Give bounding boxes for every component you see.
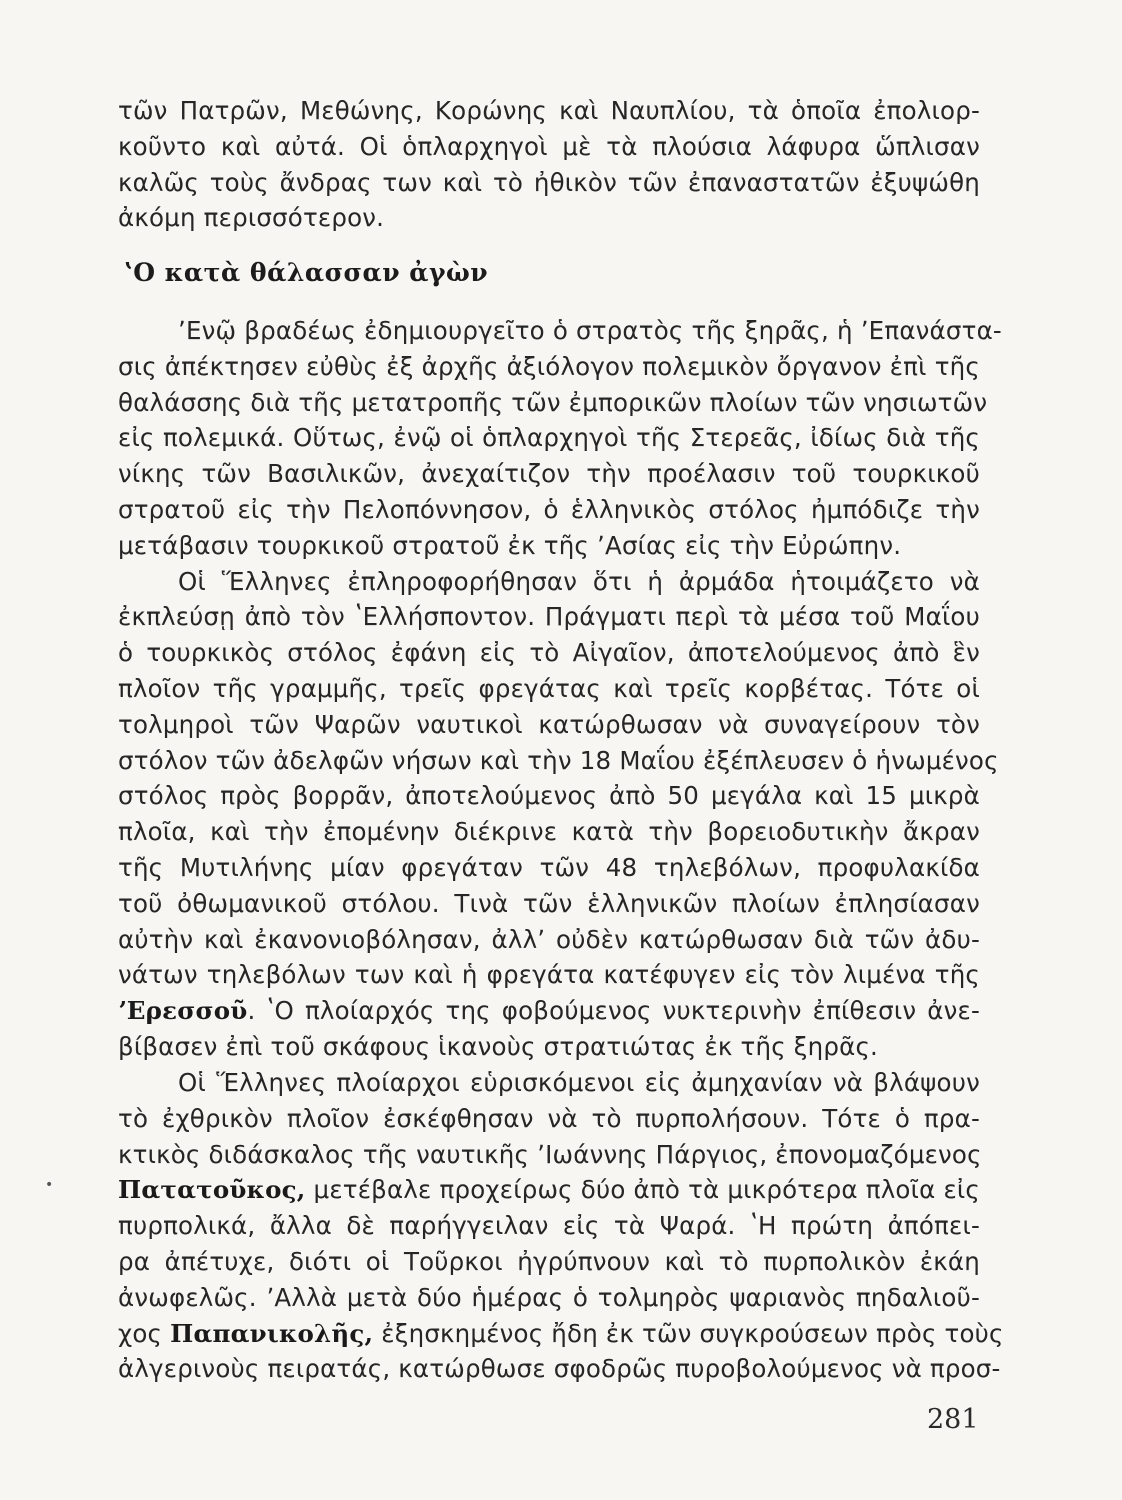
text-fragment: . ʽΟ πλοίαρχός της φοβούμενος νυκτερινὴν ἐπίθεσιν ἀνε- bbox=[247, 996, 980, 1026]
person-name-patatoukos: Πατατοῦκος, bbox=[118, 1175, 306, 1205]
text-line: ʼΕνῷ βραδέως ἐδημιουργεῖτο ὁ στρατὸς τῆς ξηρᾶς, ἡ ʼΕπανάστα- bbox=[178, 316, 1002, 345]
text-line: Οἱ Ἕλληνες ἐπληροφορήθησαν ὅτι ἡ ἀρμάδα ἡτοιμάζετο νὰ bbox=[178, 566, 980, 596]
place-name-eressos: ʼΕρεσσοῦ bbox=[118, 996, 248, 1026]
text-line: στρατοῦ εἰς τὴν Πελοπόννησον, ὁ ἑλληνικὸς στόλος ἠμπόδιζε τὴν bbox=[118, 494, 980, 524]
section-heading: ʽΟ κατὰ θάλασσαν ἀγὼν bbox=[124, 258, 489, 287]
text-fragment: ἐξησκημένος ἤδη ἐκ τῶν συγκρούσεων πρὸς τοὺς bbox=[373, 1318, 1004, 1348]
person-name-papanikolis: Παπανικολῆς, bbox=[170, 1318, 374, 1348]
text-line: στόλον τῶν ἀδελφῶν νήσων καὶ τὴν 18 Μαΐου ἐξέπλευσεν ὁ ἡνωμένος bbox=[118, 745, 999, 775]
text-line: αὐτὴν καὶ ἐκανονιοβόλησαν, ἀλλʼ οὐδὲν κατώρθωσαν διὰ τῶν ἀδυ- bbox=[118, 924, 980, 954]
text-line bbox=[118, 993, 980, 1029]
text-line: ὁ τουρκικὸς στόλος ἐφάνη εἰς τὸ Αἰγαῖον, ἀποτελούμενος ἀπὸ ἓν bbox=[118, 638, 980, 668]
text-line: κοῦντο καὶ αὐτά. Οἱ ὁπλαρχηγοὶ μὲ τὰ πλούσια λάφυρα ὥπλισαν bbox=[118, 131, 980, 161]
text-line: νάτων τηλεβόλων των καὶ ἡ φρεγάτα κατέφυγεν εἰς τὸν λιμένα τῆς bbox=[118, 960, 980, 990]
text-line: μετάβασιν τουρκικοῦ στρατοῦ ἐκ τῆς ʼΑσίας εἰς τὴν Εὐρώπην. bbox=[118, 530, 902, 560]
text-line: στόλος πρὸς βορρᾶν, ἀποτελούμενος ἀπὸ 50 μεγάλα καὶ 15 μικρὰ bbox=[118, 781, 980, 811]
text-line: βίβασεν ἐπὶ τοῦ σκάφους ἱκανοὺς στρατιώτας ἐκ τῆς ξηρᾶς. bbox=[118, 1031, 879, 1061]
margin-dot: • bbox=[45, 1177, 54, 1193]
text-line: ἐκπλεύσῃ ἀπὸ τὸν ʽΕλλήσποντον. Πράγματι περὶ τὰ μέσα τοῦ Μαΐου bbox=[118, 602, 980, 632]
text-line: πλοῖον τῆς γραμμῆς, τρεῖς φρεγάτας καὶ τρεῖς κορβέτας. Τότε οἱ bbox=[118, 673, 980, 703]
intro-paragraph bbox=[118, 93, 980, 236]
paragraph-1 bbox=[118, 313, 1002, 564]
text-line: τοῦ ὀθωμανικοῦ στόλου. Τινὰ τῶν ἑλληνικῶν πλοίων ἐπλησίασαν bbox=[118, 888, 980, 918]
text-line: καλῶς τοὺς ἄνδρας των καὶ τὸ ἠθικὸν τῶν ἐπαναστατῶν ἐξυψώθη bbox=[118, 167, 980, 197]
text-line: Οἱ Ἕλληνες πλοίαρχοι εὑρισκόμενοι εἰς ἀμηχανίαν νὰ βλάψουν bbox=[178, 1068, 980, 1097]
text-line: πυρπολικά, ἄλλα δὲ παρήγγειλαν εἰς τὰ Ψαρά. ʽΗ πρώτη ἀπόπει- bbox=[118, 1211, 980, 1241]
text-line: ἀκόμη περισσότερον. bbox=[118, 203, 385, 233]
text-line: ἀλγερινοὺς πειρατάς, κατώρθωσε σφοδρῶς πυροβολούμενος νὰ προσ- bbox=[118, 1354, 1001, 1384]
text-line: εἰς πολεμικά. Οὕτως, ἐνῷ οἱ ὁπλαρχηγοὶ τῆς Στερεᾶς, ἰδίως διὰ τῆς bbox=[118, 423, 980, 453]
text-line: τὸ ἐχθρικὸν πλοῖον ἐσκέφθησαν νὰ τὸ πυρπολήσουν. Τότε ὁ πρα- bbox=[118, 1103, 980, 1133]
text-line: τολμηροὶ τῶν Ψαρῶν ναυτικοὶ κατώρθωσαν νὰ συναγείρουν τὸν bbox=[118, 709, 980, 739]
text-line: κτικὸς διδάσκαλος τῆς ναυτικῆς ʼΙωάννης Πάργιος, ἐπονομαζόμενος bbox=[118, 1139, 982, 1169]
text-line: τῆς Μυτιλήνης μίαν φρεγάταν τῶν 48 τηλεβόλων, προφυλακίδα bbox=[118, 852, 980, 882]
text-line bbox=[118, 1316, 1004, 1352]
page-number: 281 bbox=[927, 1404, 979, 1435]
text-line: θαλάσσης διὰ τῆς μετατροπῆς τῶν ἐμπορικῶν πλοίων τῶν νησιωτῶν bbox=[118, 387, 988, 417]
text-line: σις ἀπέκτησεν εὐθὺς ἐξ ἀρχῆς ἀξιόλογον πολεμικὸν ὄργανον ἐπὶ τῆς bbox=[118, 351, 980, 381]
text-fragment: μετέβαλε προχείρως δύο ἀπὸ τὰ μικρότερα πλοῖα εἰς bbox=[305, 1175, 980, 1205]
text-line: τῶν Πατρῶν, Μεθώνης, Κορώνης καὶ Ναυπλίου, τὰ ὁποῖα ἐπολιορ- bbox=[118, 96, 980, 125]
text-line: ρα ἀπέτυχε, διότι οἱ Τοῦρκοι ἠγρύπνουν καὶ τὸ πυρπολικὸν ἐκάη bbox=[118, 1246, 980, 1276]
text-line bbox=[118, 1172, 980, 1208]
paragraph-3 bbox=[118, 1065, 1004, 1387]
text-line: πλοῖα, καὶ τὴν ἐπομένην διέκρινε κατὰ τὴν βορειοδυτικὴν ἄκραν bbox=[118, 817, 980, 847]
paragraph-2 bbox=[118, 564, 999, 1065]
text-line: ἀνωφελῶς. ʼΑλλὰ μετὰ δύο ἡμέρας ὁ τολμηρὸς ψαριανὸς πηδαλιοῦ- bbox=[118, 1282, 980, 1312]
text-fragment: χος bbox=[118, 1318, 171, 1348]
text-line: νίκης τῶν Βασιλικῶν, ἀνεχαίτιζον τὴν προέλασιν τοῦ τουρκικοῦ bbox=[118, 459, 980, 489]
